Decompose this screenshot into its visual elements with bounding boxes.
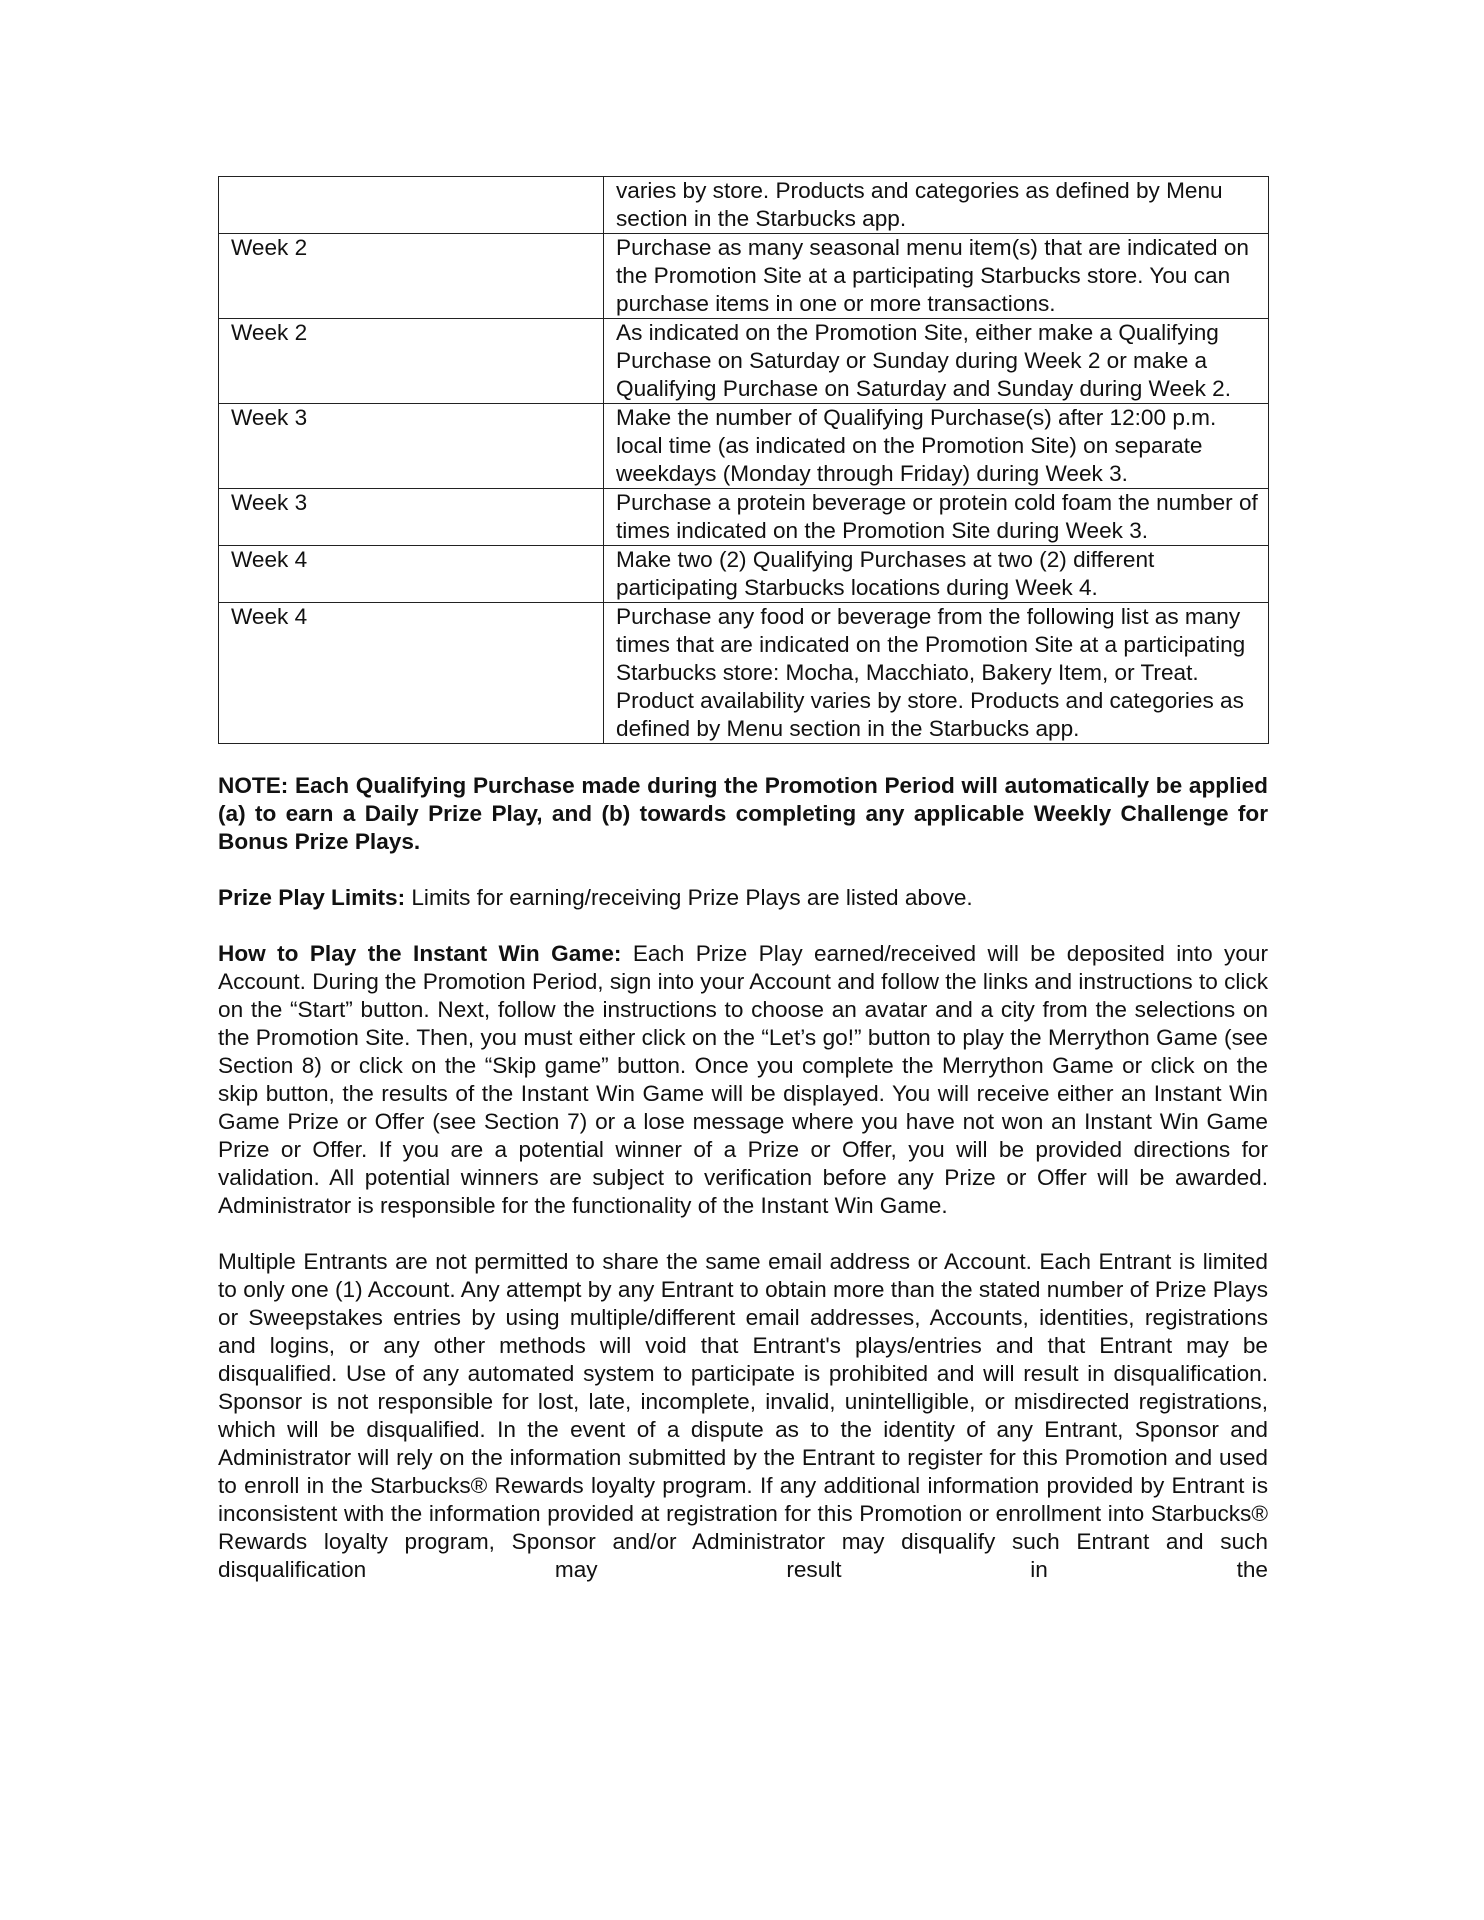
requirement-cell: As indicated on the Promotion Site, either make a Qualifying Purchase on Saturday or Sunday during Week 2 or make a Qualifying Purchase on Saturday and Sunday during Week 2. xyxy=(604,319,1269,404)
week-cell: Week 2 xyxy=(219,234,604,319)
week-cell: Week 3 xyxy=(219,404,604,489)
note-paragraph: NOTE: Each Qualifying Purchase made during the Promotion Period will automatically be applied (a) to earn a Daily Prize Play, and (b) towards completing any applicable Weekly Challenge for Bonus Prize Plays. xyxy=(218,773,1268,854)
document-page xyxy=(218,176,1268,1584)
weekly-challenge-table xyxy=(218,176,1269,744)
week-cell: Week 4 xyxy=(219,603,604,744)
how-to-play-text: Each Prize Play earned/received will be deposited into your Account. During the Promotion Period, sign into your Account and follow the links and instructions to click on the “Start” button. Next, follow the instructions to choose an avatar and a city from the selections on the Promotion Site. Then, you must either click on the “Let’s go!” button to play the Merrython Game (see Section 8) or click on the “Skip game” button. Once you complete the Merrython Game or click on the skip button, the results of the Instant Win Game will be displayed. You will receive either an Instant Win Game Prize or Offer (see Section 7) or a lose message where you have not won an Instant Win Game Prize or Offer. If you are a potential winner of a Prize or Offer, you will be provided directions for validation. All potential winners are subject to verification before any Prize or Offer will be awarded. Administrator is responsible for the functionality of the Instant Win Game. xyxy=(218,941,1268,1218)
how-to-play-heading: How to Play the Instant Win Game: xyxy=(218,941,622,966)
week-cell xyxy=(219,177,604,234)
prize-play-limits-text: Limits for earning/receiving Prize Plays are listed above. xyxy=(405,885,973,910)
requirement-cell: Purchase any food or beverage from the following list as many times that are indicated on the Promotion Site at a participating Starbucks store: Mocha, Macchiato, Bakery Item, or Treat. Product availability varies by store. Products and categories as defined by Menu section in the Starbucks app. xyxy=(604,603,1269,744)
table-row xyxy=(219,404,1269,489)
multiple-entrants-paragraph: Multiple Entrants are not permitted to share the same email address or Account. Each Entrant is limited to only one (1) Account. Any attempt by any Entrant to obtain more than the stated number of Prize Plays or Sweepstakes entries by using multiple/different email addresses, Accounts, identities, registrations and logins, or any other methods will void that Entrant's plays/entries and that Entrant may be disqualified. Use of any automated system to participate is prohibited and will result in disqualification. Sponsor is not responsible for lost, late, incomplete, invalid, unintelligible, or misdirected registrations, which will be disqualified. In the event of a dispute as to the identity of any Entrant, Sponsor and Administrator will rely on the information submitted by the Entrant to register for this Promotion and used to enroll in the Starbucks® Rewards loyalty program. If any additional information provided by Entrant is inconsistent with the information provided at registration for this Promotion or enrollment into Starbucks® Rewards loyalty program, Sponsor and/or Administrator may disqualify such Entrant and such disqualification may result in the xyxy=(218,1249,1268,1582)
requirement-cell: Make two (2) Qualifying Purchases at two (2) different participating Starbucks locations during Week 4. xyxy=(604,546,1269,603)
week-cell: Week 3 xyxy=(219,489,604,546)
requirement-cell: Purchase a protein beverage or protein cold foam the number of times indicated on the Promotion Site during Week 3. xyxy=(604,489,1269,546)
table-row xyxy=(219,177,1269,234)
how-to-play-paragraph xyxy=(218,940,1268,1220)
requirement-cell: varies by store. Products and categories as defined by Menu section in the Starbucks app. xyxy=(604,177,1269,234)
requirement-cell: Make the number of Qualifying Purchase(s) after 12:00 p.m. local time (as indicated on the Promotion Site) on separate weekdays (Monday through Friday) during Week 3. xyxy=(604,404,1269,489)
table-row xyxy=(219,489,1269,546)
table-row xyxy=(219,234,1269,319)
table-row xyxy=(219,546,1269,603)
week-cell: Week 4 xyxy=(219,546,604,603)
requirement-cell: Purchase as many seasonal menu item(s) that are indicated on the Promotion Site at a participating Starbucks store. You can purchase items in one or more transactions. xyxy=(604,234,1269,319)
table-row xyxy=(219,603,1269,744)
week-cell: Week 2 xyxy=(219,319,604,404)
prize-play-limits-paragraph xyxy=(218,884,1268,912)
table-row xyxy=(219,319,1269,404)
prize-play-limits-heading: Prize Play Limits: xyxy=(218,885,406,910)
